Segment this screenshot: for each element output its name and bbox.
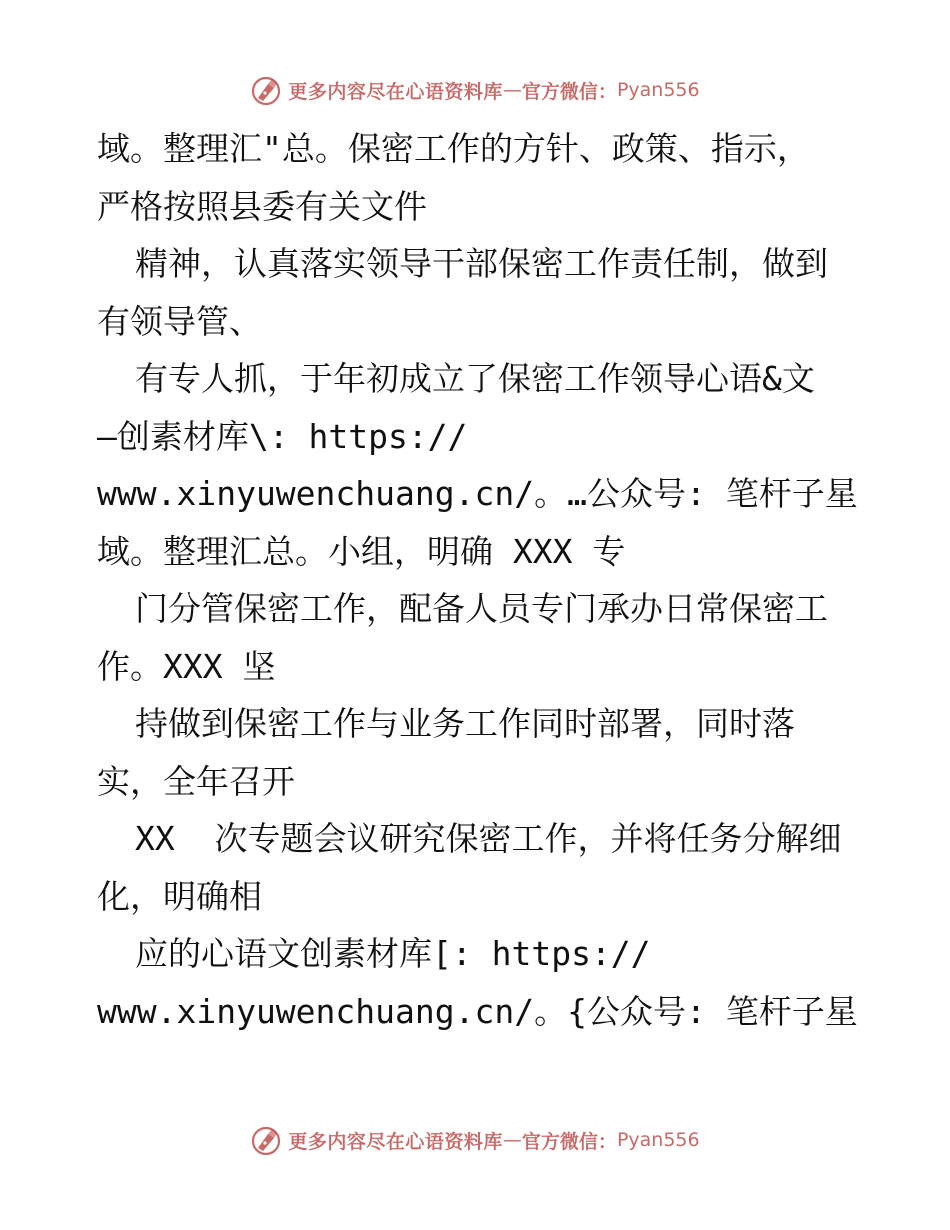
body-line: 精神，认真落实领导干部保密工作责任制，做到 — [135, 244, 828, 283]
pen-nib-logo-icon — [250, 74, 282, 106]
header-banner-text: 更多内容尽在心语资料库 — [288, 80, 503, 103]
footer-banner-text: 更多内容尽在心语资料库 — [288, 1130, 503, 1153]
footer-banner-dash: — — [502, 1129, 522, 1151]
footer-banner-id: Pyan556 — [616, 1129, 700, 1151]
body-line: 有专人抓，于年初成立了保密工作领导心语&文 — [135, 359, 815, 398]
body-line: www.xinyuwenchuang.cn/。…公众号: 笔杆子星 — [97, 474, 858, 513]
header-banner-sub: 官方微信： — [521, 80, 617, 103]
body-line: 门分管保密工作，配备人员专门承办日常保密工 — [135, 589, 828, 628]
body-line: 严格按照县委有关文件 — [97, 186, 427, 226]
body-line: 实，全年召开 — [97, 761, 295, 801]
body-line: 应的心语文创素材库[: https:// — [135, 934, 651, 973]
header-banner-dash: — — [502, 79, 522, 101]
body-line: 作。XXX 坚 — [97, 646, 276, 686]
header-watermark-banner — [0, 70, 950, 110]
body-line: 有领导管、 — [97, 301, 262, 341]
pen-nib-logo-icon — [250, 1124, 282, 1156]
body-line: 域。整理汇总。小组，明确 XXX 专 — [97, 531, 626, 571]
document-body — [97, 120, 877, 1040]
body-line: www.xinyuwenchuang.cn/。{公众号: 笔杆子星 — [97, 991, 858, 1031]
header-banner-id: Pyan556 — [616, 79, 700, 101]
footer-watermark-banner — [0, 1120, 950, 1160]
body-line: 化，明确相 — [97, 876, 262, 916]
body-line: 持做到保密工作与业务工作同时部署，同时落 — [135, 704, 795, 743]
body-line: —创素材库\: https:// — [97, 416, 468, 456]
body-line: 域。整理汇"总。保密工作的方针、政策、指示， — [97, 129, 810, 168]
footer-banner-sub: 官方微信： — [521, 1130, 617, 1153]
body-line: XX 次专题会议研究保密工作，并将任务分解细 — [135, 819, 842, 858]
